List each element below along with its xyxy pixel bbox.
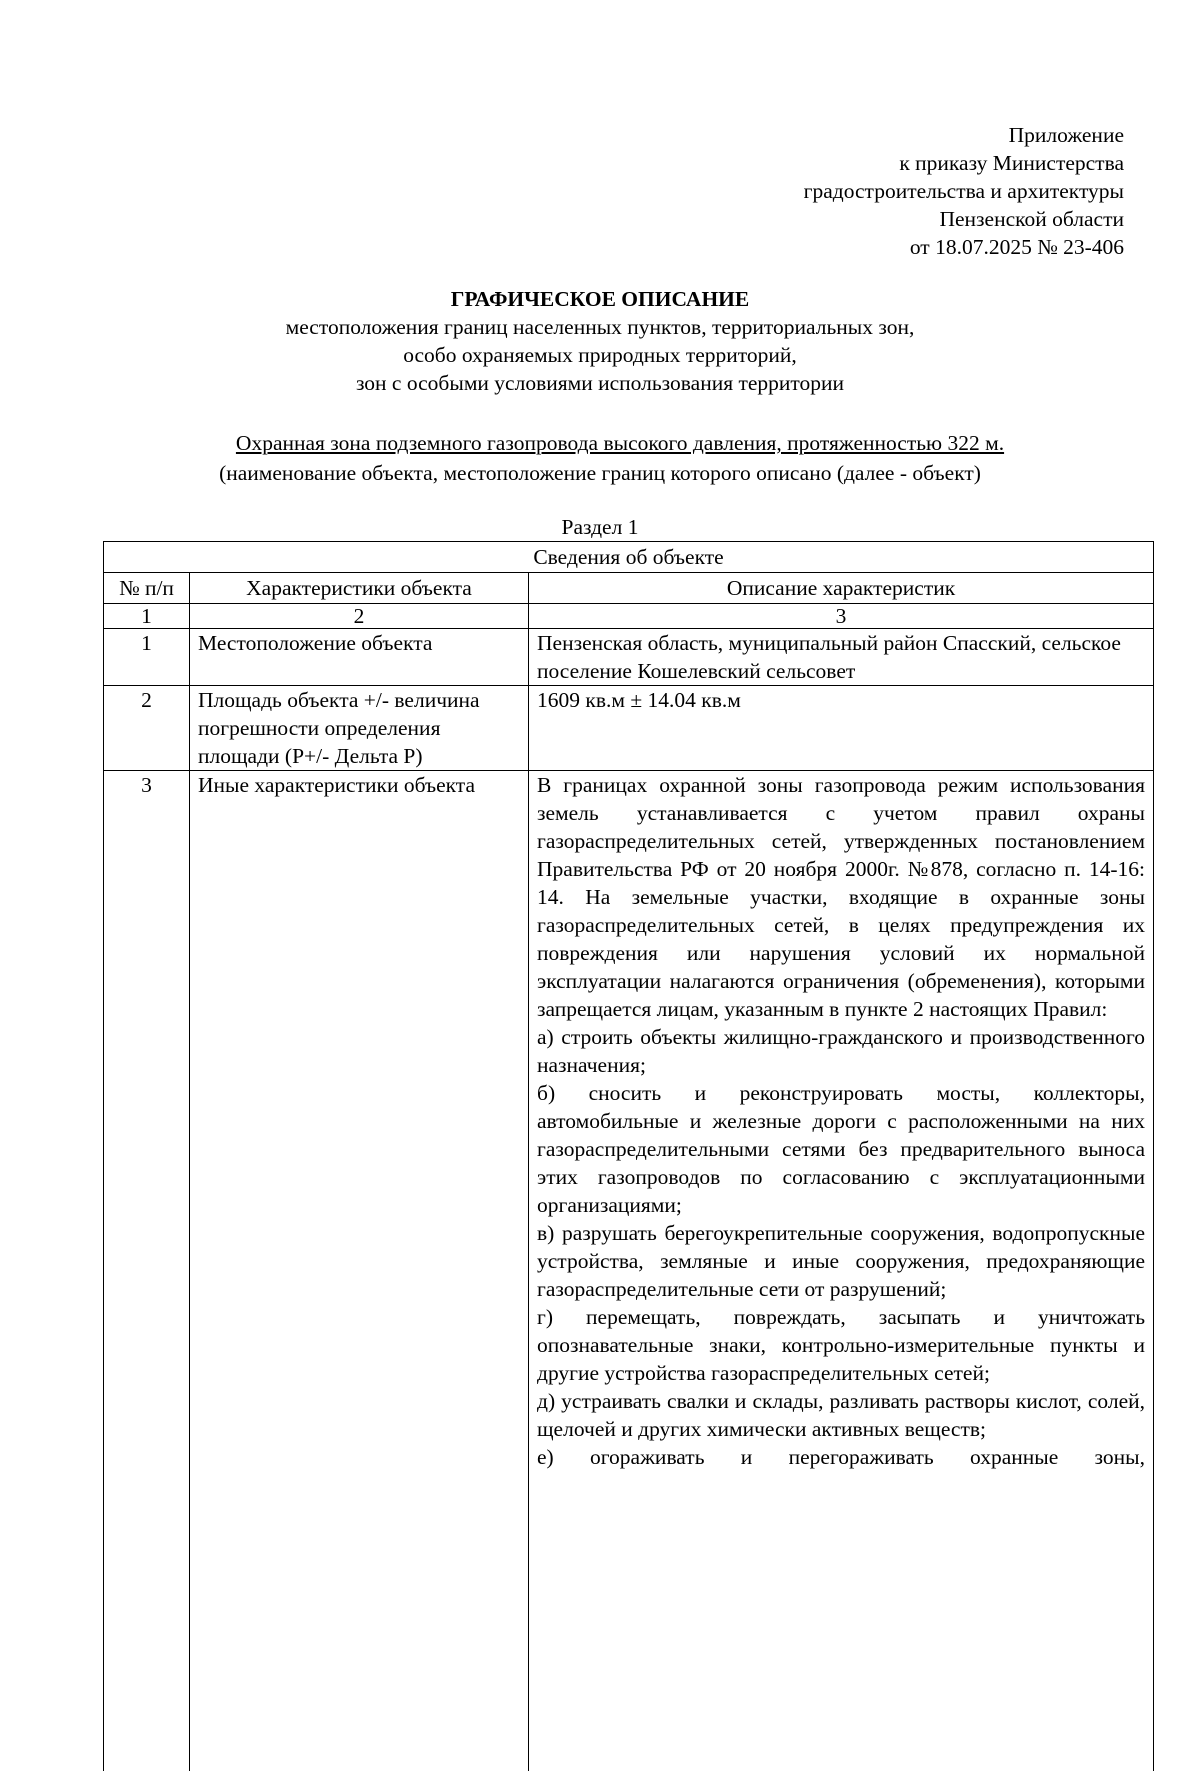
document-subtitle-line: особо охраняемых природных территорий,	[0, 341, 1200, 369]
object-name: Охранная зона подземного газопровода высокого давления, протяженностью 322 м.	[196, 429, 1004, 457]
section-label: Раздел 1	[0, 513, 1200, 541]
object-name-block	[0, 429, 1200, 487]
row-description: Пензенская область, муниципальный район Спасский, сельское поселение Кошелевский сельсовет	[529, 629, 1154, 686]
column-header-description: Описание характеристик	[529, 573, 1154, 604]
table-title: Сведения об объекте	[104, 542, 1154, 573]
column-header-characteristic: Характеристики объекта	[190, 573, 529, 604]
document-subtitle-line: зон с особыми условиями использования территории	[0, 369, 1200, 397]
row-number: 2	[104, 686, 190, 771]
appendix-line: градостроительства и архитектуры	[804, 177, 1124, 205]
appendix-line: к приказу Министерства	[804, 149, 1124, 177]
document-title: ГРАФИЧЕСКОЕ ОПИСАНИЕ	[0, 285, 1200, 313]
description-paragraph: В границах охранной зоны газопровода режим использования земель устанавливается с учетом правил охраны газораспределительных сетей, утвержденных постановлением Правительства РФ от 20 ноября 2000г. №878, согласно п. 14-16: 14. На земельные участки, входящие в охранные зоны газораспределительных сетей, в целях предупреждения их повреждения или нарушения условий их нормальной эксплуатации налагаются ограничения (обременения), которыми запрещается лицам, указанным в пункте 2 настоящих Правил:	[537, 771, 1145, 1023]
description-paragraph: а) строить объекты жилищно-гражданского и производственного назначения;	[537, 1023, 1145, 1079]
description-paragraph: д) устраивать свалки и склады, разливать растворы кислот, солей, щелочей и других химически активных веществ;	[537, 1387, 1145, 1443]
object-info-table	[103, 541, 1154, 1771]
table-column-numbers-row	[104, 604, 1154, 629]
description-paragraph: е) огораживать и перегораживать охранные зоны,	[537, 1443, 1145, 1471]
appendix-block	[804, 121, 1124, 261]
column-number: 3	[529, 604, 1154, 629]
description-paragraph: б) сносить и реконструировать мосты, коллекторы, автомобильные и железные дороги с расположенными на них газораспределительными сетями без предварительного выноса этих газопроводов по согласованию с эксплуатационными организациями;	[537, 1079, 1145, 1219]
row-number: 3	[104, 771, 190, 1771]
row-characteristic: Местоположение объекта	[190, 629, 529, 686]
description-paragraph: в) разрушать берегоукрепительные сооружения, водопропускные устройства, земляные и иные сооружения, предохраняющие газораспределительные сети от разрушений;	[537, 1219, 1145, 1303]
column-number: 2	[190, 604, 529, 629]
document-header	[0, 285, 1200, 397]
row-characteristic: Площадь объекта +/- величина погрешности определения площади (Р+/- Дельта Р)	[190, 686, 529, 771]
table-header-row	[104, 573, 1154, 604]
object-name-caption: (наименование объекта, местоположение границ которого описано (далее - объект)	[0, 459, 1200, 487]
document-subtitle-line: местоположения границ населенных пунктов, территориальных зон,	[0, 313, 1200, 341]
appendix-line: Приложение	[804, 121, 1124, 149]
row-number: 1	[104, 629, 190, 686]
table-row	[104, 771, 1154, 1771]
column-number: 1	[104, 604, 190, 629]
row-description: 1609 кв.м ± 14.04 кв.м	[529, 686, 1154, 771]
appendix-line: от 18.07.2025 № 23-406	[804, 233, 1124, 261]
table-row	[104, 686, 1154, 771]
table-title-row	[104, 542, 1154, 573]
row-description	[529, 771, 1154, 1771]
table-row	[104, 629, 1154, 686]
appendix-line: Пензенской области	[804, 205, 1124, 233]
row-characteristic: Иные характеристики объекта	[190, 771, 529, 1771]
description-paragraph: г) перемещать, повреждать, засыпать и уничтожать опознавательные знаки, контрольно-измерительные пункты и другие устройства газораспределительных сетей;	[537, 1303, 1145, 1387]
column-header-number: № п/п	[104, 573, 190, 604]
